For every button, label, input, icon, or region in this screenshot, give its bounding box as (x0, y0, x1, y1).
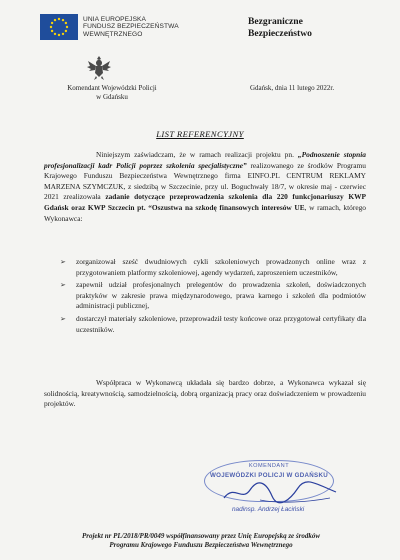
list-item-text: zorganizował sześć dwudniowych cykli szkoleniowych prowadzonych online wraz z przygotowaniem platformy szkoleniowej, agendy wydarzeń, zaproszeniem uczestników, (76, 257, 366, 277)
arrow-bullet-icon: ➢ (60, 314, 66, 323)
stamp-line1: KOMENDANT (248, 463, 290, 469)
eu-text (83, 16, 179, 38)
program-title (248, 16, 312, 40)
sender-line1: Komendant Wojewódzki Policji (67, 84, 157, 92)
body-paragraph (44, 150, 366, 224)
eu-flag-icon (40, 14, 78, 40)
list-item (60, 280, 366, 312)
arrow-bullet-icon: ➢ (60, 258, 66, 266)
signer-name: nadinsp. Andrzej Łaciński (232, 506, 305, 513)
closing-text: Współpraca w Wykonawcą układała się bardzo dobrze, a Wykonawca wykazał się solidnością, kreatywnością, samodzielnością, dobrą organizacją pracy oraz doświadczeniem w prowadzeniu projektów. (44, 378, 366, 409)
list-item-text: dostarczył materiały szkoleniowe, przeprowadził testy końcowe oraz przygotował certyfikaty dla uczestników. (76, 313, 366, 334)
handwritten-signature (220, 478, 340, 508)
closing-paragraph (44, 378, 366, 410)
task-description: zadanie dotyczące przeprowadzenia szkolenia dla 220 funkcjonariuszy KWP Gdańsk oraz KWP Szczecin pt. “Oszustwa na szkodę finansowych interesów UE (44, 192, 367, 212)
program-title-line1: Bezgraniczne (248, 16, 303, 27)
footer-line1: Projekt nr PL/2018/PR/0049 współfinansowany przez Unię Europejską ze środków (81, 532, 321, 540)
eu-text-line: FUNDUSZ BEZPIECZEŃSTWA (83, 23, 179, 31)
list-item (60, 314, 366, 335)
footer-line2: Programu Krajowego Funduszu Bezpieczeństwa Wewnętrznego (109, 541, 293, 549)
place-date: Gdańsk, dnia 11 lutego 2022r. (250, 84, 335, 92)
body-text-part: , w ramach, którego Wykonawca: (44, 202, 366, 223)
eu-text-line: UNIA EUROPEJSKA (83, 16, 147, 24)
stamp-line2: WOJEWÓDZKI POLICJI W GDAŃSKU (209, 472, 329, 479)
document-title: LIST REFERENCYJNY (156, 129, 244, 139)
eu-logo-block (40, 14, 179, 40)
sender-line2: w Gdańsku (96, 93, 128, 101)
list-item-text: zapewnił udział profesjonalnych prelegentów do prowadzenia szkoleń, doświadczonych praktyków w zakresie prawa międzynarodowego, prawa karnego i szkoleń dla podmiotów administracji publicznej, (76, 280, 366, 311)
body-text-part: realizowanego ze środków Programu Krajowego Funduszu Bezpieczeństwa Wewnętrznego firma EINFO.PL CENTRUM REKLAMY MARZENA SZYMCZUK, z siedzibą w Szczecinie, przy ul. Boguchwały 18/7, w okresie maj - czerwiec 2021 zrealizowała (44, 160, 366, 202)
program-title-line2: Bezpieczeństwo (248, 28, 312, 39)
project-name: „Podnoszenie stopnia profesjonalizacji kadr Policji poprzez szkolenia specjalistyczne” (44, 150, 366, 170)
eu-text-line: WEWNĘTRZNEGO (83, 30, 143, 38)
bullet-list (60, 257, 366, 337)
list-item (60, 257, 366, 278)
body-text-part: Niniejszym zaświadczam, że w ramach realizacji projektu pn. (96, 150, 298, 159)
polish-eagle-emblem-icon (84, 52, 114, 82)
footer-note (40, 532, 362, 550)
sender-block (42, 84, 182, 102)
arrow-bullet-icon: ➢ (60, 281, 66, 290)
